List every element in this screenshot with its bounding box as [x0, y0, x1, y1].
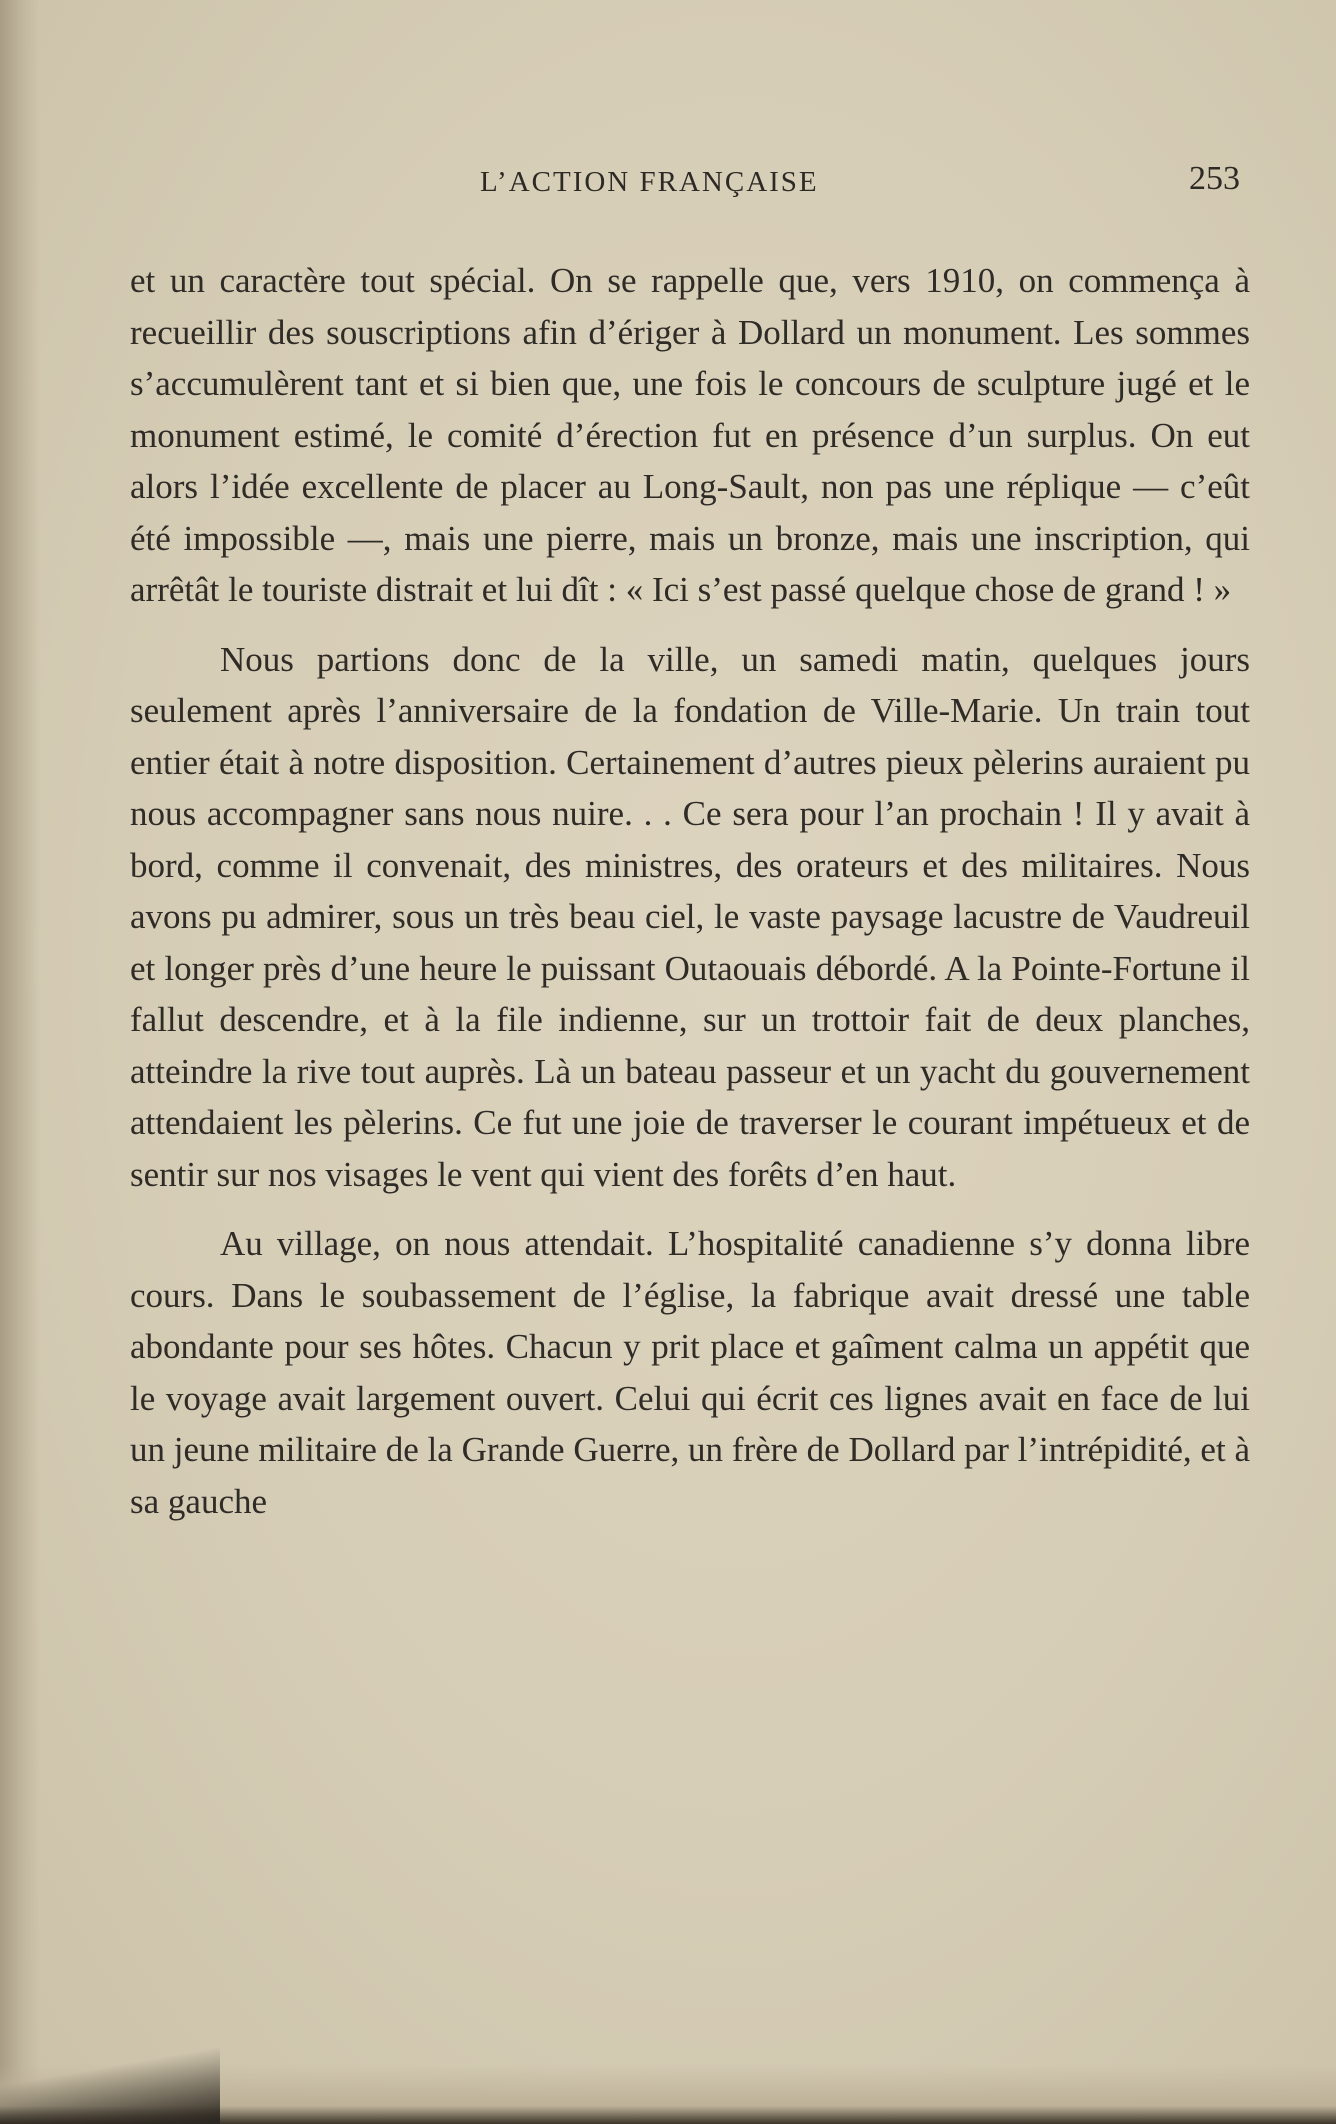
corner-shadow	[0, 2034, 220, 2124]
page-number: 253	[1189, 160, 1240, 197]
running-title: L’ACTION FRANÇAISE	[480, 166, 819, 198]
paragraph-3: Au village, on nous attendait. L’hospitalité canadienne s’y donna libre cours. Dans le soubassement de l’église, la fabrique avait dressé une table abondante pour ses hôtes. Chacun y prit place et gaîment calma un appétit que le voyage avait largement ouvert. Celui qui écrit ces lignes avait en face de lui un jeune militaire de la Grande Guerre, un frère de Dollard par l’intrépidité, et à sa gauche	[130, 1224, 1250, 1521]
paragraph-1: et un caractère tout spécial. On se rappelle que, vers 1910, on commença à recueillir des souscriptions afin d’ériger à Dollard un monument. Les sommes s’accumulèrent tant et si bien que, une fois le concours de sculpture jugé et le monument estimé, le comité d’érection fut en présence d’un surplus. On eut alors l’idée excellente de placer au Long-Sault, non pas une réplique — c’eût été impossible —, mais une pierre, mais un bronze, mais une inscription, qui arrêtât le touriste distrait et lui dît : « Ici s’est passé quelque chose de grand ! »	[130, 261, 1250, 609]
page-header	[130, 160, 1240, 200]
binding-gutter	[0, 0, 40, 2124]
body-text	[130, 255, 1250, 1527]
paragraph-2: Nous partions donc de la ville, un samedi matin, quelques jours seulement après l’anniversaire de la fondation de Ville-Marie. Un train tout entier était à notre disposition. Certainement d’autres pieux pèlerins auraient pu nous accompagner sans nous nuire. . . Ce sera pour l’an prochain ! Il y avait à bord, comme il convenait, des ministres, des orateurs et des militaires. Nous avons pu admirer, sous un très beau ciel, le vaste paysage lacustre de Vaudreuil et longer près d’une heure le puissant Outaouais débordé. A la Pointe-Fortune il fallut descendre, et à la file indienne, sur un trottoir fait de deux planches, atteindre la rive tout auprès. Là un bateau passeur et un yacht du gouvernement attendaient les pèlerins. Ce fut une joie de traverser le courant impétueux et de sentir sur nos visages le vent qui vient des forêts d’en haut.	[130, 639, 1250, 1194]
